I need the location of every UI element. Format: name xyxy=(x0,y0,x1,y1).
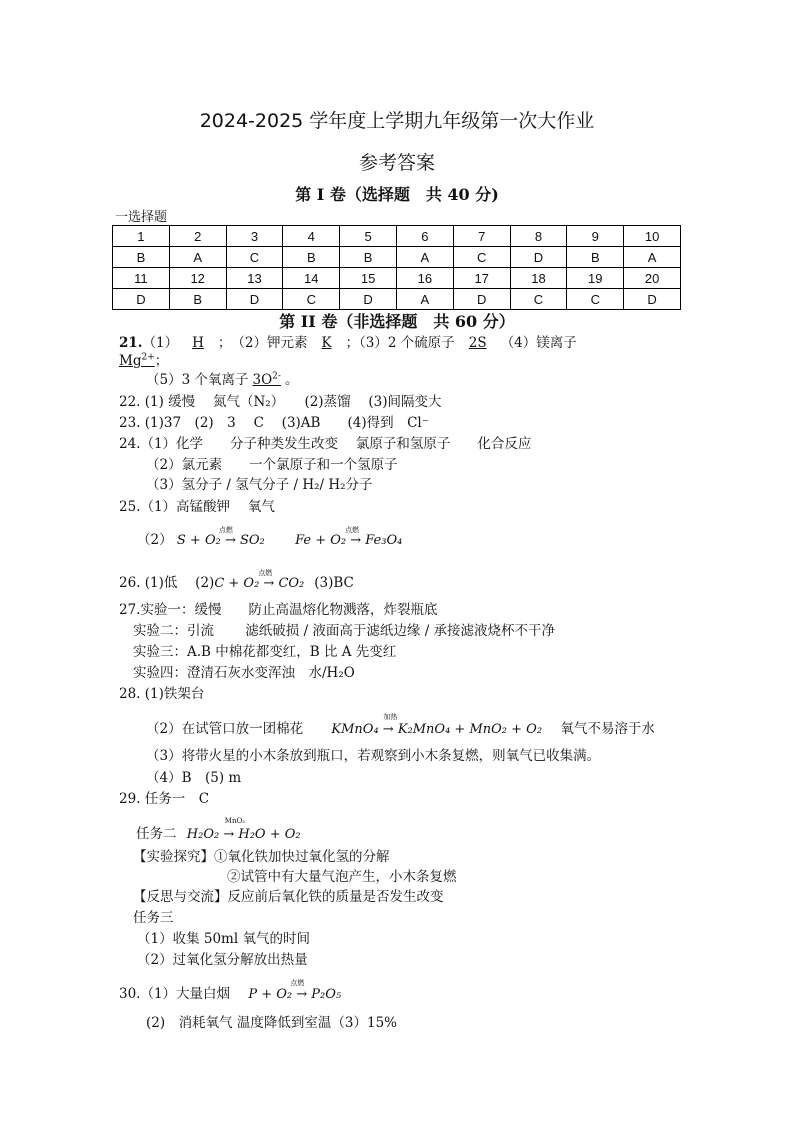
q21-part4: （4）镁离子 xyxy=(500,335,577,351)
table-cell: 14 xyxy=(283,268,340,289)
q29-prefix: 任务二 xyxy=(136,826,177,842)
table-cell: A xyxy=(396,247,453,268)
q28-arrow-label: 加热 xyxy=(383,713,398,721)
q25-equation1-text: S + O₂ → SO₂ xyxy=(176,533,265,548)
table-cell: 8 xyxy=(510,226,567,247)
q21-answer5-charge: 2- xyxy=(272,371,281,382)
q26-equation xyxy=(214,569,305,591)
part1-heading: 第 I 卷（选择题 共 40 分) xyxy=(295,185,499,204)
q29-equation xyxy=(186,817,301,842)
q26-part1: 26. (1)低 (2) xyxy=(119,575,215,591)
table-cell: A xyxy=(396,289,453,310)
q21-line3 xyxy=(146,368,298,388)
table-cell: 2 xyxy=(169,226,226,247)
q25-equation2-text: Fe + O₂ → Fe₃O₄ xyxy=(295,533,403,548)
table-cell: 1 xyxy=(113,226,170,247)
table-cell: 7 xyxy=(453,226,510,247)
q25-arrow-label1: 点燃 xyxy=(218,526,233,534)
q27-line1: 27.实验一：缓慢 防止高温熔化物溅落，炸裂瓶底 xyxy=(119,602,438,618)
q27-line2: 实验二：引流 滤纸破损 / 液面高于滤纸边缘 / 承接滤液烧杯不干净 xyxy=(133,623,556,639)
q25-equation2 xyxy=(295,526,403,548)
q21-answer5-symbol: 3O xyxy=(252,372,273,388)
q21-part5-end: 。 xyxy=(284,372,299,388)
table-cell: B xyxy=(113,247,170,268)
table-cell: D xyxy=(624,289,681,310)
q21-answer3: 2S xyxy=(468,335,487,351)
table-cell: A xyxy=(624,247,681,268)
q29-equation-text: H₂O₂ → H₂O + O₂ xyxy=(186,827,301,842)
table-cell: 20 xyxy=(624,268,681,289)
q25-prefix: （2） xyxy=(137,532,173,548)
q27-line3: 实验三：A.B 中棉花都变红，B 比 A 先变红 xyxy=(133,644,397,660)
table-cell: D xyxy=(510,247,567,268)
table-cell: 10 xyxy=(624,226,681,247)
table-cell: 9 xyxy=(567,226,624,247)
table-cell: 18 xyxy=(510,268,567,289)
q21-part2: ； （2）钾元素 xyxy=(217,335,308,351)
q26-line xyxy=(119,571,354,591)
table-cell: 6 xyxy=(396,226,453,247)
q26-part2: (3)BC xyxy=(314,575,354,591)
table-cell: D xyxy=(453,289,510,310)
q21-answer4-charge: 2+ xyxy=(141,352,155,363)
answer-table xyxy=(112,225,681,310)
table-cell: D xyxy=(113,289,170,310)
q21-answer4 xyxy=(119,353,155,369)
q21-line2 xyxy=(119,349,168,369)
q27-line4: 实验四：澄清石灰水变浑浊 水/H₂O xyxy=(133,665,355,681)
table-cell: A xyxy=(169,247,226,268)
table-cell: C xyxy=(226,247,283,268)
table-cell: D xyxy=(340,289,397,310)
table-cell: B xyxy=(283,247,340,268)
choice-label: 一选择题 xyxy=(115,210,168,225)
q29-line4: ②试管中有大量气泡产生，小木条复燃 xyxy=(227,869,457,885)
q25-equation1 xyxy=(176,526,265,548)
q30-line2: (2) 消耗氧气 温度降低到室温（3）15% xyxy=(146,1015,398,1031)
q21-part1: （1） xyxy=(142,335,179,351)
q29-line6: 任务三 xyxy=(133,910,174,926)
q30-equation-text: P + O₂ → P₂O₅ xyxy=(248,987,342,1002)
q28-line1: 28. (1)铁架台 xyxy=(119,686,205,702)
q21-answer1: H xyxy=(192,335,204,351)
table-cell: C xyxy=(453,247,510,268)
q28-line4: （4）B (5) m xyxy=(146,770,242,786)
q26-arrow-label: 点燃 xyxy=(258,569,273,577)
q25-line2 xyxy=(137,528,402,548)
table-cell: 17 xyxy=(453,268,510,289)
q29-line5: 【反思与交流】反应前后氧化铁的质量是否发生改变 xyxy=(133,889,444,905)
table-cell: 15 xyxy=(340,268,397,289)
q29-line1: 29. 任务一 C xyxy=(119,791,210,807)
q21-answer2: K xyxy=(321,335,332,351)
q25-arrow-label2: 点燃 xyxy=(345,526,360,534)
q24-line3: （3）氢分子 / 氢气分子 / H₂/ H₂分子 xyxy=(146,477,373,493)
table-cell: 16 xyxy=(396,268,453,289)
q28-equation xyxy=(331,713,543,737)
table-cell: B xyxy=(169,289,226,310)
table-row xyxy=(113,289,681,310)
q29-line7: （1）收集 50ml 氧气的时间 xyxy=(137,931,310,947)
document-title: 2024-2025 学年度上学期九年级第一次大作业 xyxy=(199,110,595,132)
q21-answer5 xyxy=(248,372,284,388)
table-cell: D xyxy=(226,289,283,310)
table-cell: 3 xyxy=(226,226,283,247)
q28-equation-text: KMnO₄ → K₂MnO₄ + MnO₂ + O₂ xyxy=(331,722,543,737)
table-row xyxy=(113,247,681,268)
q29-line8: （2）过氧化氢分解放出热量 xyxy=(137,952,308,968)
q21-part5: （5）3 个氧离子 xyxy=(146,372,249,388)
q21-part4-end: ； xyxy=(154,353,169,369)
q21-answer4-symbol: Mg xyxy=(119,353,142,369)
table-cell: B xyxy=(567,247,624,268)
table-cell: 11 xyxy=(113,268,170,289)
q30-arrow-label: 点燃 xyxy=(290,979,305,987)
table-cell: 12 xyxy=(169,268,226,289)
q30-equation xyxy=(248,979,342,1002)
q22-line: 22. (1) 缓慢 氮气（N₂） (2)蒸馏 (3)间隔变大 xyxy=(119,394,442,410)
q29-line2 xyxy=(136,817,301,842)
q26-equation-text: C + O₂ → CO₂ xyxy=(214,576,305,591)
q28-line2 xyxy=(146,713,655,737)
q23-line: 23. (1)37 (2) 3 C (3)AB (4)得到 Cl⁻ xyxy=(119,415,429,431)
table-cell: 19 xyxy=(567,268,624,289)
q24-line2: （2）氯元素 一个氯原子和一个氢原子 xyxy=(146,457,398,473)
q30-prefix: 30.（1）大量白烟 xyxy=(119,986,231,1002)
q21-part3: ；（3）2 个硫原子 xyxy=(345,335,455,351)
table-row xyxy=(113,268,681,289)
table-row xyxy=(113,226,681,247)
table-cell: C xyxy=(283,289,340,310)
table-cell: 13 xyxy=(226,268,283,289)
q24-line1: 24.（1）化学 分子种类发生改变 氯原子和氢原子 化合反应 xyxy=(119,436,532,452)
q25-line1: 25.（1）高锰酸钾 氧气 xyxy=(119,499,275,515)
q21-number: 21. xyxy=(119,335,143,351)
table-cell: C xyxy=(567,289,624,310)
q21-line1 xyxy=(119,331,577,351)
q29-line3: 【实验探究】①氧化铁加快过氧化氢的分解 xyxy=(133,849,390,865)
q28-prefix: （2）在试管口放一团棉花 xyxy=(146,721,304,737)
part2-heading: 第 II 卷（非选择题 共 60 分） xyxy=(279,312,515,331)
table-cell: 4 xyxy=(283,226,340,247)
q28-suffix: 氧气不易溶于水 xyxy=(560,721,655,737)
q28-line3: （3）将带火星的小木条放到瓶口，若观察到小木条复燃，则氧气已收集满。 xyxy=(146,748,601,764)
table-cell: C xyxy=(510,289,567,310)
q29-arrow-label: MnO₂ xyxy=(224,817,246,825)
q30-line1 xyxy=(119,979,342,1002)
table-cell: 5 xyxy=(340,226,397,247)
table-cell: B xyxy=(340,247,397,268)
document-subtitle: 参考答案 xyxy=(358,152,435,174)
